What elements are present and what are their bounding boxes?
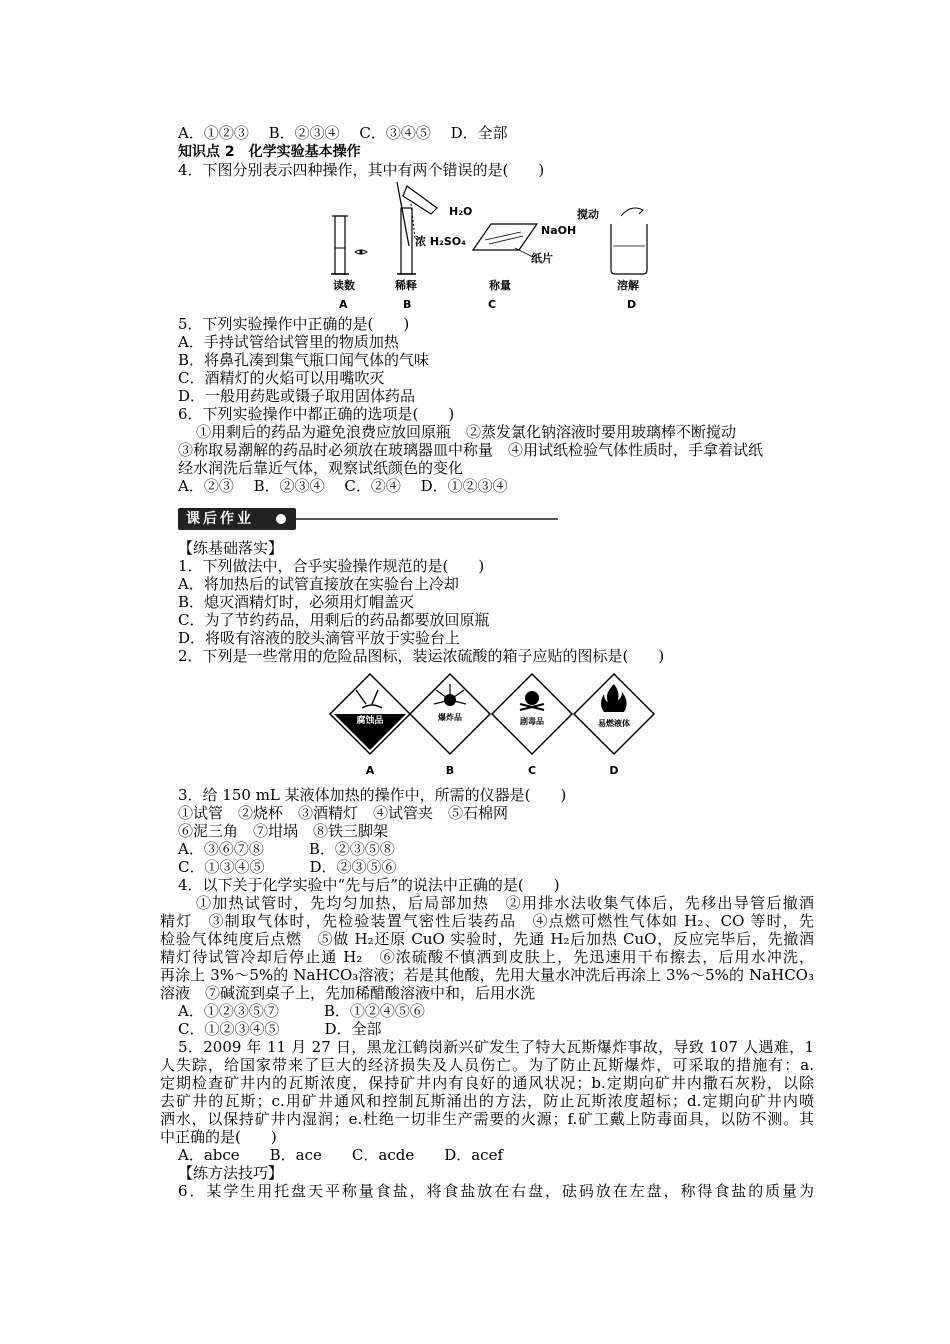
banner-title: 课后作业 — [178, 508, 296, 530]
h4-text-6: 溶液 ⑦碱流到桌子上，先加稀醋酸溶液中和，后用水洗 — [160, 984, 536, 1002]
h6-stem: 6．某学生用托盘天平称量食盐，将食盐放在右盘，砝码放在左盘，称得食盐的质量为 — [178, 1182, 814, 1200]
h1-option-d: D．将吸有溶液的胶头滴管平放于实验台上 — [178, 629, 461, 647]
h3-options-ab: A．③⑥⑦⑧ B．②③⑤⑧ — [178, 840, 395, 858]
explosive-hazard-icon — [410, 674, 490, 754]
cylinder-reading-icon — [331, 216, 367, 274]
q4-stem: 4．下图分别表示四种操作，其中有两个错误的是( ) — [178, 161, 545, 179]
h3-items-2: ⑥泥三角 ⑦坩埚 ⑧铁三脚架 — [178, 822, 389, 840]
hazard-letter-c: C — [527, 764, 537, 777]
q5-stem: 5．下列实验操作中正确的是( ) — [178, 315, 410, 333]
op-letter-d: D — [627, 298, 637, 311]
q5-option-b: B．将鼻孔凑到集气瓶口闻气体的气味 — [178, 351, 430, 369]
h4-text-3: 检验气体纯度后点燃 ⑤做 H₂还原 CuO 实验时，先通 H₂后加热 CuO，反应完毕后，先撤酒 — [160, 930, 814, 948]
h1-option-b: B．熄灭酒精灯时，必须用灯帽盖灭 — [178, 593, 415, 611]
op-label-c: 称量 — [489, 279, 511, 292]
hazard-symbols-figure — [326, 670, 666, 780]
h5-text-5: 洒水，以保持矿井内湿润；e.杜绝一切非生产需要的火源；f.矿工戴上防毒面具，以防不测。其 — [160, 1110, 814, 1128]
h5-text-2: 人失踪，给国家带来了巨大的经济损失及人员伤亡。为了防止瓦斯爆炸，可采取的措施有：a. — [160, 1056, 814, 1074]
op-label-b: 稀释 — [395, 279, 417, 292]
h4-options-ab: A．①②③⑤⑦ B．①②④⑤⑥ — [178, 1002, 425, 1020]
h1-option-c: C．为了节约药品，用剩后的药品都要放回原瓶 — [178, 611, 490, 629]
naoh-label: NaOH — [541, 224, 577, 237]
h5-text-3: 定期检查矿井内的瓦斯浓度，保持矿井内有良好的通风状况；b.定期向矿井内撒石灰粉，以除 — [160, 1074, 814, 1092]
h4-text-2: 精灯 ③制取气体时，先检验装置气密性后装药品 ④点燃可燃性气体如 H₂、CO 等时，先 — [160, 912, 814, 930]
op-label-a: 读数 — [333, 279, 355, 292]
hazard-label-corrosive: 腐蚀品 — [356, 716, 384, 726]
h4-options-cd: C．①②③④⑤ D．全部 — [178, 1020, 382, 1038]
q6-stem: 6．下列实验操作中都正确的选项是( ) — [178, 405, 455, 423]
op-letter-b: B — [403, 298, 412, 311]
toxic-hazard-icon — [492, 674, 572, 754]
q6-text-1: ①用剩后的药品为避免浪费应放回原瓶 ②蒸发氯化钠溶液时要用玻璃棒不断搅动 — [196, 423, 737, 441]
h4-text-1: ①加热试管时，先均匀加热，后局部加热 ②用排水法收集气体后，先移出导管后撤酒 — [196, 894, 814, 912]
op-letter-a: A — [339, 298, 348, 311]
hazard-label-explosive: 爆炸品 — [438, 713, 462, 722]
practice-basics-heading: 【练基础落实】 — [178, 539, 284, 557]
h1-stem: 1．下列做法中，合乎实验操作规范的是( ) — [178, 557, 485, 575]
dilution-icon — [397, 182, 437, 274]
corrosive-hazard-icon — [330, 674, 410, 754]
flammable-liquid-hazard-icon — [574, 674, 654, 754]
beaker-stirring-icon — [611, 208, 647, 274]
stir-label: 搅动 — [577, 208, 599, 221]
banner-rule — [296, 518, 558, 520]
banner-dot-icon — [276, 514, 286, 524]
hazard-letter-a: A — [365, 764, 375, 777]
h5-text-6: 中正确的是( ) — [160, 1128, 277, 1146]
h5-text-1: 5．2009 年 11 月 27 日，黑龙江鹤岗新兴矿发生了特大瓦斯爆炸事故，导致 107 人遇难，1 — [178, 1038, 814, 1056]
q3-options: A．①②③ B．②③④ C．③④⑤ D．全部 — [178, 124, 508, 142]
h2o-label: H₂O — [449, 205, 473, 218]
h4-text-4: 精灯待试管冷却后停止通 H₂ ⑥浓硫酸不慎洒到皮肤上，先迅速用干布擦去，后用水冲洗， — [160, 948, 814, 966]
h4-stem: 4．以下关于化学实验中“先与后”的说法中正确的是( ) — [178, 876, 560, 894]
q5-option-c: C．酒精灯的火焰可以用嘴吹灭 — [178, 369, 385, 387]
h2-stem: 2．下列是一些常用的危险品图标，装运浓硫酸的箱子应贴的图标是( ) — [178, 647, 665, 665]
h3-stem: 3．给 150 mL 某液体加热的操作中，所需的仪器是( ) — [178, 786, 567, 804]
hazard-label-flammable: 易燃液体 — [598, 719, 630, 728]
hazard-label-toxic: 剧毒品 — [520, 717, 544, 726]
q6-text-2: ③称取易潮解的药品时必须放在玻璃器皿中称量 ④用试纸检验气体性质时，手拿着试纸 — [178, 441, 764, 459]
h5-options: A．abce B．ace C．acde D．acef — [178, 1146, 503, 1164]
h3-options-cd: C．①③④⑤ D．②③⑤⑥ — [178, 858, 397, 876]
h4-text-5: 再涂上 3%～5%的 NaHCO₃溶液；若是其他酸，先用大量水冲洗后再涂上 3%～5%的 NaHCO₃ — [160, 966, 814, 984]
q6-options: A．②③ B．②③④ C．②④ D．①②③④ — [178, 477, 508, 495]
op-label-d: 溶解 — [617, 279, 639, 292]
section-banner — [178, 508, 558, 530]
h5-text-4: 去矿井的瓦斯；c.用矿井通风和控制瓦斯涌出的方法，防止瓦斯浓度超标；d.定期向矿井内喷 — [160, 1092, 814, 1110]
hazard-letter-d: D — [609, 764, 619, 777]
q5-option-d: D．一般用药匙或镊子取用固体药品 — [178, 387, 416, 405]
h1-option-a: A．将加热后的试管直接放在实验台上冷却 — [178, 575, 459, 593]
h2so4-label: 浓 H₂SO₄ — [415, 235, 466, 248]
h3-items-1: ①试管 ②烧杯 ③酒精灯 ④试管夹 ⑤石棉网 — [178, 804, 509, 822]
lab-operations-figure — [325, 178, 655, 314]
hazard-letter-b: B — [445, 764, 455, 777]
section-heading-2: 知识点 2 化学实验基本操作 — [178, 144, 361, 160]
weighing-paper-icon — [473, 224, 537, 256]
q5-option-a: A．手持试管给试管里的物质加热 — [178, 333, 399, 351]
op-letter-c: C — [488, 298, 497, 311]
paper-label: 纸片 — [531, 252, 553, 265]
practice-methods-heading: 【练方法技巧】 — [178, 1164, 284, 1182]
q6-text-3: 经水润洗后靠近气体，观察试纸颜色的变化 — [178, 459, 464, 477]
